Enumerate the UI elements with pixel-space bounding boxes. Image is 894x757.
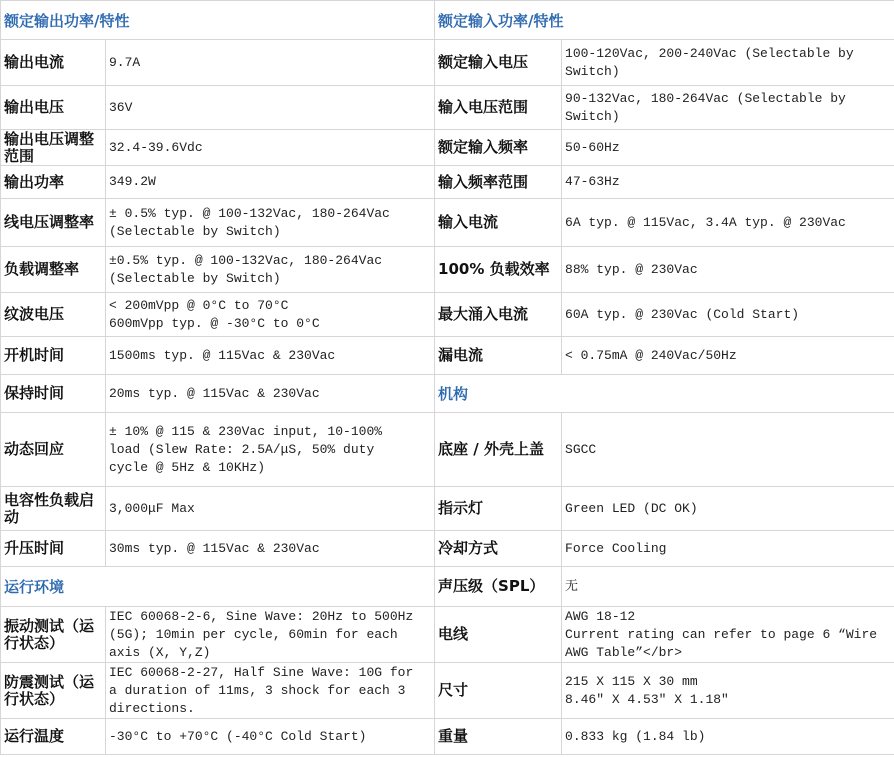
spec-value: 50-60Hz bbox=[562, 130, 894, 166]
spec-label: 运行温度 bbox=[1, 719, 106, 755]
spec-label: 底座 / 外壳上盖 bbox=[435, 413, 562, 487]
spec-value: 88% typ. @ 230Vac bbox=[562, 247, 894, 293]
spec-label: 最大涌入电流 bbox=[435, 293, 562, 337]
spec-label: 尺寸 bbox=[435, 663, 562, 719]
spec-value: ±0.5% typ. @ 100-132Vac, 180-264Vac (Selectable by Switch) bbox=[106, 247, 435, 293]
spec-value: 20ms typ. @ 115Vac & 230Vac bbox=[106, 375, 435, 413]
spec-label: 防震测试（运行状态） bbox=[1, 663, 106, 719]
spec-label: 动态回应 bbox=[1, 413, 106, 487]
spec-label: 重量 bbox=[435, 719, 562, 755]
spec-label: 冷却方式 bbox=[435, 531, 562, 567]
spec-value: -30°C to +70°C (-40°C Cold Start) bbox=[106, 719, 435, 755]
spec-value: 32.4-39.6Vdc bbox=[106, 130, 435, 166]
spec-label: 输入电流 bbox=[435, 199, 562, 247]
spec-value: Force Cooling bbox=[562, 531, 894, 567]
spec-label: 电容性负载启动 bbox=[1, 487, 106, 531]
spec-value: IEC 60068-2-6, Sine Wave: 20Hz to 500Hz (5G); 10min per cycle, 60min for each axis (X, Y,Z) bbox=[106, 607, 435, 663]
spec-label: 线电压调整率 bbox=[1, 199, 106, 247]
spec-value: < 0.75mA @ 240Vac/50Hz bbox=[562, 337, 894, 375]
spec-value: Green LED (DC OK) bbox=[562, 487, 894, 531]
spec-label: 100% 负载效率 bbox=[435, 247, 562, 293]
spec-label: 输出功率 bbox=[1, 166, 106, 199]
spec-value: 47-63Hz bbox=[562, 166, 894, 199]
section-header-environment: 运行环境 bbox=[1, 567, 435, 607]
spec-label: 输出电压调整范围 bbox=[1, 130, 106, 166]
spec-value: 215 X 115 X 30 mm 8.46″ X 4.53″ X 1.18″ bbox=[562, 663, 894, 719]
spec-value: 6A typ. @ 115Vac, 3.4A typ. @ 230Vac bbox=[562, 199, 894, 247]
section-header-mechanical: 机构 bbox=[435, 375, 894, 413]
spec-value: SGCC bbox=[562, 413, 894, 487]
spec-value: 60A typ. @ 230Vac (Cold Start) bbox=[562, 293, 894, 337]
spec-label: 声压级（SPL） bbox=[435, 567, 562, 607]
spec-value: 100-120Vac, 200-240Vac (Selectable by Switch) bbox=[562, 40, 894, 86]
spec-label: 开机时间 bbox=[1, 337, 106, 375]
spec-value: IEC 60068-2-27, Half Sine Wave: 10G for a duration of 11ms, 3 shock for each 3 directions. bbox=[106, 663, 435, 719]
spec-label: 输出电流 bbox=[1, 40, 106, 86]
spec-label: 负载调整率 bbox=[1, 247, 106, 293]
section-header-output: 额定输出功率/特性 bbox=[1, 1, 435, 40]
spec-label: 输入电压范围 bbox=[435, 86, 562, 130]
spec-label: 输入频率范围 bbox=[435, 166, 562, 199]
spec-value: 1500ms typ. @ 115Vac & 230Vac bbox=[106, 337, 435, 375]
spec-value: 30ms typ. @ 115Vac & 230Vac bbox=[106, 531, 435, 567]
section-header-input: 额定输入功率/特性 bbox=[435, 1, 894, 40]
spec-label: 保持时间 bbox=[1, 375, 106, 413]
spec-label: 纹波电压 bbox=[1, 293, 106, 337]
spec-label: 电线 bbox=[435, 607, 562, 663]
spec-value: AWG 18-12 Current rating can refer to page 6 “Wire AWG Table”</br> bbox=[562, 607, 894, 663]
spec-label: 漏电流 bbox=[435, 337, 562, 375]
spec-value: 9.7A bbox=[106, 40, 435, 86]
spec-value: < 200mVpp @ 0°C to 70°C 600mVpp typ. @ -30°C to 0°C bbox=[106, 293, 435, 337]
spec-value: 0.833 kg (1.84 lb) bbox=[562, 719, 894, 755]
spec-value: ± 10% @ 115 & 230Vac input, 10-100% load (Slew Rate: 2.5A/μS, 50% duty cycle @ 5Hz & 10KHz) bbox=[106, 413, 435, 487]
spec-value: 无 bbox=[562, 567, 894, 607]
spec-value: 3,000μF Max bbox=[106, 487, 435, 531]
spec-label: 额定输入电压 bbox=[435, 40, 562, 86]
spec-value: ± 0.5% typ. @ 100-132Vac, 180-264Vac (Selectable by Switch) bbox=[106, 199, 435, 247]
spec-value: 349.2W bbox=[106, 166, 435, 199]
spec-value: 90-132Vac, 180-264Vac (Selectable by Switch) bbox=[562, 86, 894, 130]
spec-value: 36V bbox=[106, 86, 435, 130]
spec-label: 振动测试（运行状态） bbox=[1, 607, 106, 663]
spec-label: 升压时间 bbox=[1, 531, 106, 567]
spec-label: 输出电压 bbox=[1, 86, 106, 130]
spec-label: 额定输入频率 bbox=[435, 130, 562, 166]
spec-label: 指示灯 bbox=[435, 487, 562, 531]
